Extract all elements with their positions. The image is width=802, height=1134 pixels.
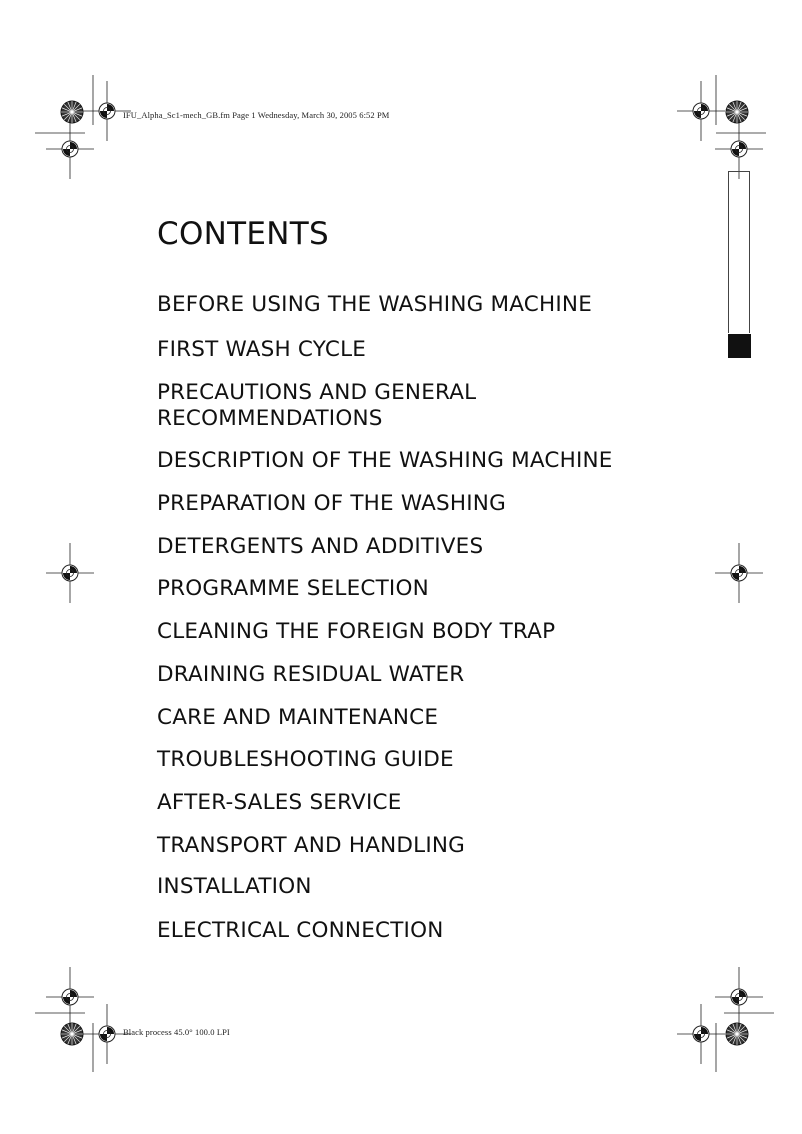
toc-item: PROGRAMME SELECTION xyxy=(157,576,429,601)
toc-item: INSTALLATION xyxy=(157,874,312,899)
toc-item: PRECAUTIONS AND GENERAL RECOMMENDATIONS xyxy=(157,380,477,431)
section-tab-marker xyxy=(728,334,751,358)
toc-item: DESCRIPTION OF THE WASHING MACHINE xyxy=(157,448,613,473)
toc-item: TRANSPORT AND HANDLING xyxy=(157,833,466,858)
print-slug-footer: Black process 45.0° 100.0 LPI xyxy=(123,1027,230,1037)
toc-item: DRAINING RESIDUAL WATER xyxy=(157,662,465,687)
toc-item: FIRST WASH CYCLE xyxy=(157,337,367,362)
toc-item: DETERGENTS AND ADDITIVES xyxy=(157,534,484,559)
toc-item: CLEANING THE FOREIGN BODY TRAP xyxy=(157,619,556,644)
toc-item: TROUBLESHOOTING GUIDE xyxy=(157,747,454,772)
toc-item: BEFORE USING THE WASHING MACHINE xyxy=(157,292,592,317)
toc-item: PREPARATION OF THE WASHING xyxy=(157,491,506,516)
toc-item: CARE AND MAINTENANCE xyxy=(157,705,439,730)
print-slug-header: IFU_Alpha_Sc1-mech_GB.fm Page 1 Wednesday, March 30, 2005 6:52 PM xyxy=(123,110,390,120)
section-tab-frame xyxy=(728,171,750,333)
toc-item: AFTER-SALES SERVICE xyxy=(157,790,402,815)
toc-item: ELECTRICAL CONNECTION xyxy=(157,918,444,943)
page-title: CONTENTS xyxy=(157,216,329,252)
